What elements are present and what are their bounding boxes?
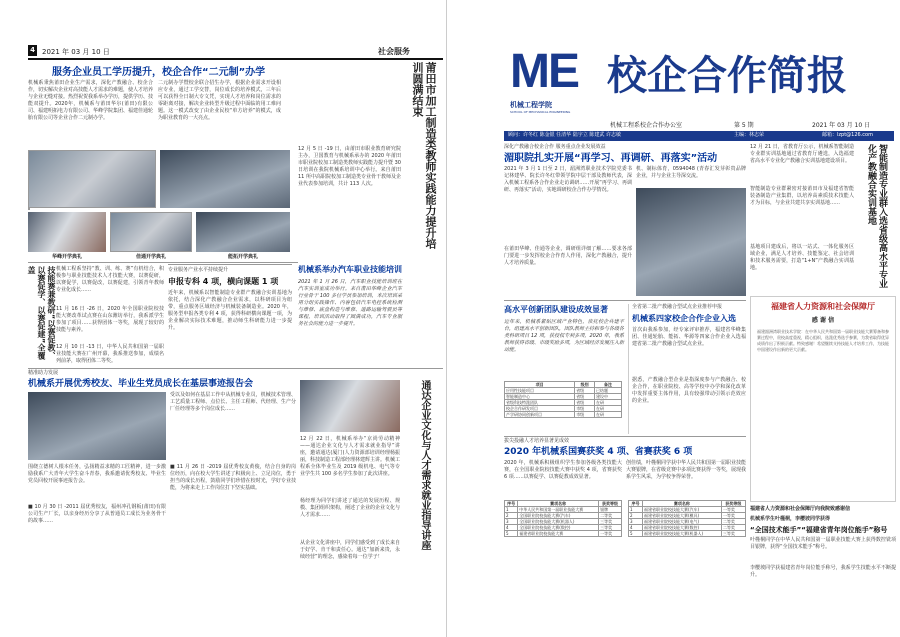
vertical-headline-box bbox=[856, 144, 896, 294]
college-logo bbox=[510, 44, 602, 116]
table-cell: 省级 bbox=[575, 399, 595, 405]
divider bbox=[504, 300, 746, 301]
table-cell: 全国职业院校技能大赛(数控) bbox=[518, 525, 599, 531]
article-body: 机械系秉焦莆田企业生产需求，深化产教融合、校企合作，切实解决企业对高技能人才需求的难题，使人才培养与企业无缝对接。热烈祝贺我系举办学历，提供学历、技能双提升。2020年，机械系与莆田华尔(莆田)有限公司、福建明拓电力有限公司、华峰学院集团、福建佳通轮胎有限公司等企业合作二元制办学。 bbox=[28, 80, 154, 121]
table-cell: 建设中 bbox=[594, 393, 621, 399]
article-body: 创佳绩，叶槿桐同学获中华人民共和国第一届职业技能大赛银牌，在省级竞赛中多项比赛获得一等奖，展现我系学生风采，为学校争得荣誉。 bbox=[626, 460, 747, 480]
article-title: 服务企业员工学历提升，校企合作“二元制”办学 bbox=[52, 67, 266, 78]
letter-org: 福建省人力资源和社会保障厅 bbox=[771, 302, 875, 311]
box-title: “全国技术能手”“福建省青年岗位能手”称号 bbox=[750, 526, 888, 535]
column-header: 赛项名称 bbox=[518, 501, 599, 507]
table-cell: 2 bbox=[505, 513, 518, 519]
vertical-headline: 技能赛兼教研“以赛促教、以赛促学、以赛促建”全覆盖 bbox=[27, 266, 56, 360]
front-page bbox=[452, 0, 899, 637]
article-body: 在莆田华峰、佳通等企业，调研组详细了解……要求各部门要进一步发挥校企合作育人作用，深化产教融合，提升人才培养质量。 bbox=[504, 246, 632, 266]
article-title: 2020 年机械系国赛获奖 4 项、省赛获奖 6 项 bbox=[504, 447, 693, 457]
table-cell: 三等奖 bbox=[599, 525, 622, 531]
table-cell: 二等奖 bbox=[599, 513, 622, 519]
table-cell: 2 bbox=[629, 513, 643, 519]
kicker: 专业服务产业水平持续提升 bbox=[168, 267, 229, 273]
table-row bbox=[629, 513, 746, 519]
column-header: 序号 bbox=[505, 501, 518, 507]
article-body: 从企业文化讲座中，同学们感受到了成长来自于好学、肯干和责任心。通达“加新来贵，永续经营”的理念，感染着每一位学子！ bbox=[300, 540, 401, 560]
table-cell: 福建省职业院校技能大赛 bbox=[518, 531, 599, 537]
table-row bbox=[505, 519, 622, 525]
table-cell: 市级 bbox=[575, 411, 595, 417]
news-box bbox=[168, 264, 292, 370]
office-name: 机械工程系校企合作办公室 bbox=[610, 122, 683, 129]
table-cell: 在研 bbox=[594, 405, 621, 411]
table-cell: 市级 bbox=[575, 405, 595, 411]
table-row bbox=[505, 411, 622, 417]
table-cell: 1 bbox=[629, 507, 643, 513]
article-body: ■ 10 月 30 日 -2011 届优秀校友，福州冲孔钢板(莆田)有限公司生产厂长，以亲身经历分享了从普通员工成长为业务骨干的故事…… bbox=[28, 504, 166, 524]
article-body: 2021 年 3 月 1 日至 2 日，湄洲湾职业技术学院党委书记林建华、院长许冬红带领学院中层干部及教师代表，深入机械工程系各合作企业走访调研……开展“再学习、再调研、再落实”活动，实地调研校企合作办学情况。 bbox=[504, 166, 632, 193]
photo bbox=[28, 392, 166, 460]
masthead-title: 校企合作简报 bbox=[607, 53, 847, 98]
vertical-headline-box bbox=[404, 62, 444, 257]
table-cell: 省级 bbox=[575, 393, 595, 399]
staff-list: 顾问：许冬红 陈金银 任清华 陆宇立 陈建武 许志敏 bbox=[508, 132, 621, 138]
table-cell: 全国职业院校技能大赛(机器人) bbox=[518, 519, 599, 525]
column-header: 项目 bbox=[505, 381, 575, 387]
article-body: 据悉，产教融合型企业是指深度参与产教融合、校企合作，在职业院校、高等学校中办学和深化改革中发挥重要主体作用，具有较强带动引领示范效应的企业。 bbox=[632, 376, 746, 404]
photo bbox=[160, 150, 290, 208]
table-cell: 5 bbox=[629, 531, 643, 537]
staff-bar bbox=[504, 131, 894, 141]
divider bbox=[28, 262, 298, 263]
table-cell: 已结题 bbox=[594, 387, 621, 393]
table-row bbox=[505, 513, 622, 519]
table-cell: 产学研协同创新项目 bbox=[505, 411, 575, 417]
table-cell: 三等奖 bbox=[599, 519, 622, 525]
vertical-headline: 莆田市加工制造类教师实践能力提升培训圆满结束 bbox=[411, 62, 437, 249]
photo bbox=[110, 212, 192, 252]
editor: 主编：林志荣 bbox=[734, 132, 765, 138]
column-header: 获奖等级 bbox=[599, 501, 622, 507]
article-body: 叶槿桐同学在中华人民共和国第一届职业技能大赛上获得数控铣项目银牌，获得“全国技术能手”称号。 bbox=[750, 537, 896, 551]
photo-caption: 佳通开学典礼 bbox=[135, 254, 166, 260]
photo bbox=[28, 150, 156, 208]
school-name: 机械工程学院 bbox=[510, 101, 552, 109]
article-body: 机械工程系坚持“教、训、练、赛”有机结合，积极参与职业技能技术人才技能大赛，以赛促研，以赛促学，以赛促改，以赛促建，引领青年教师专业化成长…… bbox=[56, 266, 164, 293]
box-title: 机械系四家校企合作企业入选 bbox=[632, 314, 736, 324]
kicker: 拔尖投融人才培养显著见成效 bbox=[504, 438, 570, 444]
article-body: 首次由我系参加，经专家评审推荐，福建省华峰集团、佳通轮胎、能拓、华源等四家合作企业入选福建省第二批产教融合型试点企业。 bbox=[632, 326, 746, 347]
vertical-headline-box bbox=[404, 380, 444, 620]
article-body: 近年来，机械系紧贴区域产业特色，依托校企共建平台，组建高水平创新团队，团队教师主持和参与各级各类科研项目 12 项，获授权专利多项，2020 年，我系教师获得省级、市级奖励多项，为区域经济发展注入新动能。 bbox=[504, 318, 625, 353]
letter-caption: 福建省人力资源和社会保障厅向我院致感谢信 bbox=[750, 506, 851, 512]
news-box bbox=[298, 262, 402, 370]
article-body: 二元制办学暨校企联合招生办学，根据企业需求开设相应专业，通过工学交替，岗位成长的培养模式，三年后可以获得全日制大专文凭，实现人才培养和岗位需求的零距离对接，解决企业转型升级过程中面临的用工难问题。这一模式改变了由企业民校“单方培养”的模式，成为职业教育的一大亮点。 bbox=[158, 80, 281, 121]
article-body: 12 月 5 日 -19 日，由莆田市职业教育研究院主办，卫国教育与机械系承办的 2020 年莆田市职业院校加工制造类教师实践能力提升暨 30 日培训在我院机械系培训中心举行。来自莆田 11 所中高职院校加工制造类专业骨干教师及企业代表参加培训，共计 113 人次。 bbox=[298, 146, 401, 187]
column-header: 赛项名称 bbox=[642, 501, 721, 507]
school-name-en: SCHOOL OF MECHANICAL ENGINEERING bbox=[510, 110, 571, 115]
news-box bbox=[750, 516, 896, 626]
table-cell: 3 bbox=[629, 519, 643, 525]
kicker: 精准助力发展 bbox=[28, 370, 59, 376]
table-cell: 二等奖 bbox=[721, 519, 745, 525]
table-cell: 4 bbox=[505, 525, 518, 531]
table-cell: 省级科技特派团队 bbox=[505, 399, 575, 405]
table-cell: 福建省职业院校技能大赛(模具) bbox=[642, 513, 721, 519]
email: 邮箱：lzpt@126.com bbox=[822, 132, 873, 138]
table-cell: 应用性技能项目 bbox=[505, 387, 575, 393]
table-row bbox=[629, 507, 746, 513]
article-title: 机械系开展优秀校友、毕业生党员成长在基层事迹报告会 bbox=[28, 379, 254, 389]
column-header: 获奖等级 bbox=[721, 501, 745, 507]
letter-heading: 感 谢 信 bbox=[811, 316, 835, 324]
table-cell: 中华人民共和国第一届职业技能大赛 bbox=[518, 507, 599, 513]
article-body: 近年来，机械系以智能制造专业群产教融合实训基地为依托，结合深化产教融合企业需求，以科研项目为纽带，重点服务区域经济与机械装备制造业。2020 年，服务型申报各类专利 4 项，获得科研横向课题一项，为企业解决实际技术难题，推动师生科研能力进一步提升。 bbox=[168, 289, 292, 331]
article-body: 12 月 22 日，机械系举办“京尚劳动精神——通达企业文化与人才需求就业指导”讲座，邀请通达(厦门)人力资源部培训经理杨振丽，科技制造工程部经理林建辉主讲。机械工程系全体毕业生及 2019 级机电、电气等专业学生共 100 多名学生参加了此次讲座。 bbox=[300, 436, 401, 477]
table-cell: 4 bbox=[629, 525, 643, 531]
page-four bbox=[0, 0, 447, 637]
column-header: 级别 bbox=[575, 381, 595, 387]
box-title: 高水平创新团队建设成效显著 bbox=[504, 305, 608, 314]
issue-date: 2021 年 03 月 10 日 bbox=[812, 122, 871, 129]
award-table bbox=[628, 500, 746, 537]
table-cell: 二等奖 bbox=[721, 525, 745, 531]
vertical-headline: 通达企业文化与人才需求就业指导讲座 bbox=[419, 380, 430, 550]
article-body: 11 月 16 日 -26 日，2020 年全国职业院校技能大赛改革试点赛在山东潍坊举行，我系派学生参加了项目……获得团体一等奖，展现了较好的技能与素养。 bbox=[56, 306, 164, 333]
table-cell: 一等奖 bbox=[721, 513, 745, 519]
award-table bbox=[504, 500, 622, 537]
article-title: 湄职院扎实开展“再学习、再调研、再落实”活动 bbox=[504, 153, 718, 164]
table-row bbox=[629, 525, 746, 531]
vertical-headline-box bbox=[26, 266, 56, 366]
table-cell: 福建省职业院校技能大赛(电气) bbox=[642, 519, 721, 525]
table-cell: 全国职业院校技能大赛(汽车) bbox=[518, 513, 599, 519]
thank-you-letter bbox=[750, 296, 896, 502]
photo-caption: 华峰开学典礼 bbox=[51, 254, 82, 260]
article-body: 12 月 10 日 -13 日，中华人民共和国第一届职业技能大赛在广州开幕，我系推送参加，成绩名列前茅，取得团体二等奖。 bbox=[56, 344, 164, 364]
table-cell: 福建省职业院校技能大赛(机器人) bbox=[642, 531, 721, 537]
box-title: 申报专科 4 项，横向课题 1 项 bbox=[168, 277, 279, 287]
photo bbox=[196, 212, 290, 252]
table-cell: 3 bbox=[505, 519, 518, 525]
divider bbox=[28, 368, 443, 369]
article-body: 12 月 21 日，省教育厅公示，机械系智能制造专业群实训基地通过省教育厅遴选，入选福建省高水平专业化产教融合实训基地建设项目。 bbox=[750, 144, 854, 164]
header-rule bbox=[28, 58, 443, 60]
kicker: 深化产教融合校企合作 服务重点企业发展效益 bbox=[504, 144, 606, 150]
page-number: 4 bbox=[28, 45, 37, 56]
article-body: 基地项目建成后，将以一站式、一体化服务区域企业，满足人才培养、技能鉴定、社会培训和技术服务需要，打造“1+N”产教融合实训基地。 bbox=[750, 244, 854, 271]
table-row bbox=[505, 531, 622, 537]
article-body: 智能制造专业群紧密对接莆田市及福建省智能装备制造产业集群，以培养高素质技术技能人才为目标，与企业共建共享实训基地…… bbox=[750, 186, 854, 206]
article-body: ■ 11 月 26 日 -2019 届优秀校友黄俊，结合自身的岗位经历，向在校大学生讲述了积极向上、立足岗位，勇于担当的成长历程，鼓励同学们珍惜在校时光，学好专业技能，为将来走上工作岗位打下坚实基础。 bbox=[170, 464, 296, 491]
divider bbox=[504, 436, 746, 437]
issue-date: 2021 年 03 月 10 日 bbox=[42, 48, 110, 56]
table-cell: 一等奖 bbox=[721, 507, 745, 513]
kicker: 全省第二批产教融合型试点企业推荐申报 bbox=[632, 304, 723, 310]
photo bbox=[28, 212, 106, 252]
kicker: 机械系学生叶槿桐，李樱坡同学获得 bbox=[750, 516, 831, 522]
article-body: 2020 年，机械系积极组织学生参加各级各类技能大赛，在全国职业院校技能大赛中获奖 4 项，省赛获奖 6 项……以赛促学、以赛促教成效显著。 bbox=[504, 460, 622, 480]
table-row bbox=[505, 507, 622, 513]
article-body: 机、制标体育，0594048 (青春汇发芽彰贵品牌企业，并与企业主导深交流。 bbox=[636, 166, 746, 179]
article-body: 2021 年 1 月 26 日，汽车职业技能培训班在汽车实训室成功举行。来自莆田华峰企业汽车行业骨干 100 多位学员参加培训，本次培训采用分组实践操作、内容包括汽车电控系统检测与维修、底盘构造与维修、道路运输驾驶员等课程，培训活动取得了圆满成功，汽车专业服务社会的能力进一步提升。 bbox=[298, 278, 402, 327]
table-row bbox=[629, 531, 746, 537]
photo bbox=[28, 208, 30, 210]
table-cell: 智能制造中心 bbox=[505, 393, 575, 399]
table-cell: 福建省职业院校技能大赛(数控) bbox=[642, 525, 721, 531]
section-name: 社会服务 bbox=[378, 47, 410, 56]
table-cell: 福建省职业院校技能大赛(汽车) bbox=[642, 507, 721, 513]
article-body: 杨经理为同学们讲述了通达的发展历程、规模、集团组织架构，阐述了企业的企业文化与人才需求…… bbox=[300, 498, 401, 518]
photo-caption: 能拓开学典礼 bbox=[227, 254, 258, 260]
box-title: 机械系举办汽车职业技能培训 bbox=[298, 265, 402, 274]
photo bbox=[300, 380, 400, 432]
table-cell: 一等奖 bbox=[599, 531, 622, 537]
issue-number: 第 5 期 bbox=[734, 122, 754, 129]
letter-body: 福建湄洲湾职业技术学院：在中华人民共和国第一届职业技能大赛筹备和参赛过程中，贵校高度重视，精心组织，选派优秀选手参赛，为我省取得优异成绩作出了积极贡献。特致感谢！希望继续支持技能人才培养工作，为技能中国建设作出新的更大贡献。 bbox=[757, 329, 889, 353]
column-header: 序号 bbox=[629, 501, 643, 507]
table-row bbox=[505, 525, 622, 531]
logo-letters: ME bbox=[510, 45, 578, 98]
table-cell: 在研 bbox=[594, 411, 621, 417]
article-body: 李樱坡同学获福建省青年岗位能手称号，我系学生技能水平不断提升。 bbox=[750, 565, 896, 579]
column-header: 备注 bbox=[594, 381, 621, 387]
article-body: 围绕立德树人根本任务，弘扬精益求精的工匠精神，进一步激励我系广大青年大学生奋斗青春，我系邀请优秀校友、毕业生党员回校开展事迹报告会。 bbox=[28, 464, 166, 484]
table-cell: 省级 bbox=[575, 387, 595, 393]
table-cell: 银牌 bbox=[599, 507, 622, 513]
photo bbox=[636, 188, 746, 296]
article-body: 受以及如何在基层工作中从机械专业员，机械技术管理、工艺质量工程师、点位长、主任工程师、代经理、生产分厂任经理等多个岗位成长…… bbox=[170, 392, 296, 412]
news-box bbox=[628, 304, 746, 434]
news-box bbox=[504, 304, 624, 434]
table-cell: 三等奖 bbox=[721, 531, 745, 537]
table-cell: 1 bbox=[505, 507, 518, 513]
table-cell: 在研 bbox=[594, 399, 621, 405]
table-cell: 5 bbox=[505, 531, 518, 537]
vertical-headline: 智能制造专业群入选省级高水平专业化产教融合实训基地 bbox=[866, 144, 887, 288]
table-row bbox=[629, 519, 746, 525]
project-table bbox=[504, 381, 622, 418]
table-cell: 校企合作研发项目 bbox=[505, 405, 575, 411]
